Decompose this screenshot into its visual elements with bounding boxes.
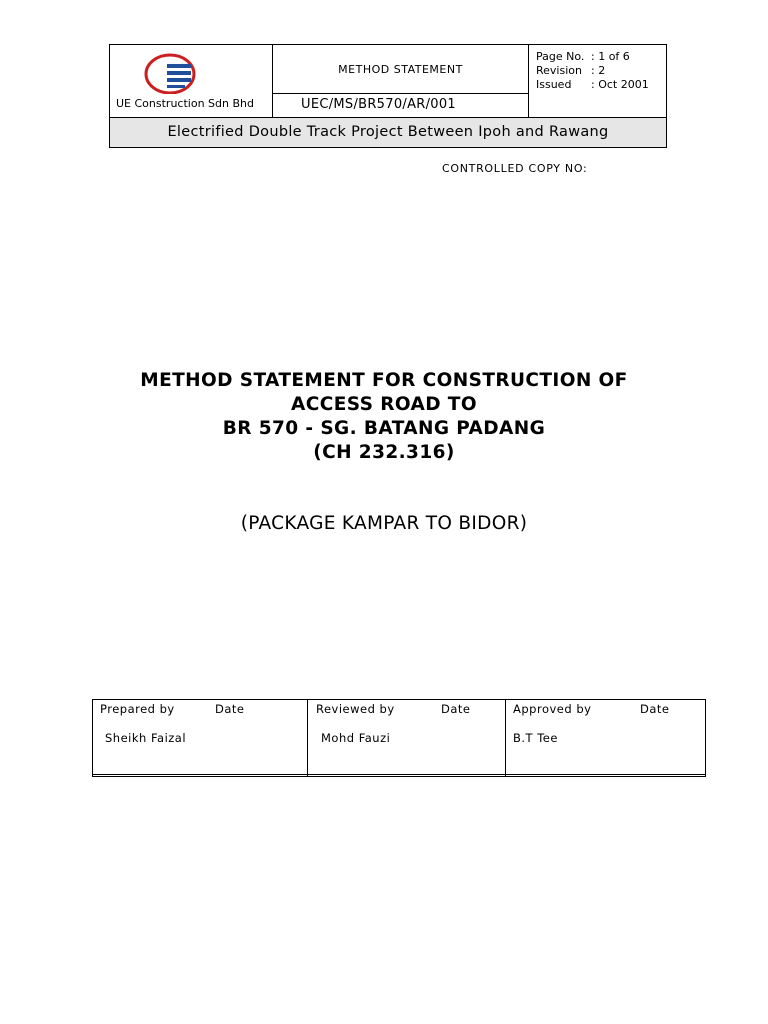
document-header — [109, 44, 667, 148]
reviewed-date-label: Date — [441, 702, 471, 716]
reviewed-column — [308, 700, 506, 776]
main-title-line3: BR 570 - SG. BATANG PADANG — [222, 418, 546, 439]
main-title-line2: ACCESS ROAD TO — [291, 394, 477, 415]
approved-name: B.T Tee — [513, 731, 558, 745]
company-name: UE Construction Sdn Bhd — [110, 94, 273, 117]
prepared-label: Prepared by — [100, 702, 175, 716]
page-label: Page No. — [536, 50, 585, 63]
revision-row — [536, 64, 666, 78]
document-meta — [529, 45, 666, 117]
main-title — [0, 369, 768, 465]
package-subtitle: (PACKAGE KAMPAR TO BIDOR) — [240, 513, 528, 534]
page-row — [536, 50, 666, 64]
project-title: Electrified Double Track Project Between Ipoh and Rawang — [110, 117, 666, 147]
main-title-line1: METHOD STATEMENT FOR CONSTRUCTION OF — [140, 370, 628, 391]
page-value: : 1 of 6 — [591, 50, 630, 63]
reviewed-label: Reviewed by — [316, 702, 395, 716]
revision-label: Revision — [536, 64, 582, 77]
approved-column — [506, 700, 705, 776]
signature-divider — [93, 774, 705, 775]
revision-value: : 2 — [591, 64, 606, 77]
issued-label: Issued — [536, 78, 572, 91]
controlled-copy-label: CONTROLLED COPY NO: — [442, 162, 588, 175]
prepared-date-label: Date — [215, 702, 245, 716]
issued-row — [536, 78, 666, 92]
approved-label: Approved by — [513, 702, 592, 716]
main-title-line4: (CH 232.316) — [313, 442, 455, 463]
signature-table — [92, 699, 706, 777]
approved-date-label: Date — [640, 702, 670, 716]
logo-cell — [110, 45, 273, 94]
prepared-column — [93, 700, 308, 776]
document-number: UEC/MS/BR570/AR/001 — [273, 94, 529, 117]
company-logo — [110, 45, 273, 94]
header-title: METHOD STATEMENT — [273, 45, 529, 94]
reviewed-name: Mohd Fauzi — [321, 731, 391, 745]
issued-value: : Oct 2001 — [591, 78, 649, 91]
prepared-name: Sheikh Faizal — [105, 731, 187, 745]
